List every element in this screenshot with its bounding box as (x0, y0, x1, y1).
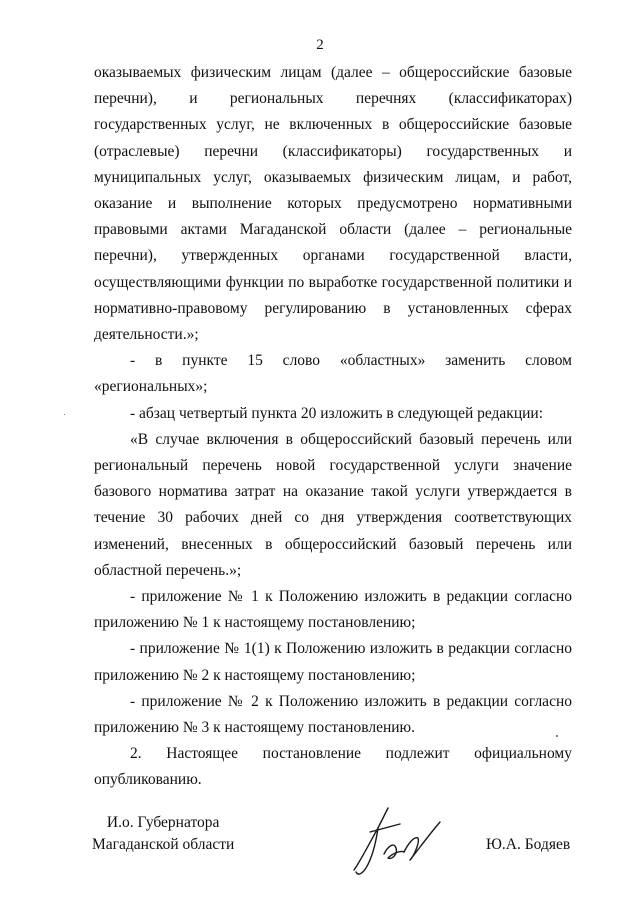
paragraph-appendix-1-1: - приложение № 1(1) к Положению изложить в редакции согласно приложению № 2 к настоящему постановлению; (94, 640, 572, 684)
paragraph-quote: «В случае включения в общероссийский базовый перечень или региональный перечень новой государственной услуги значение базового норматива затрат на оказание такой услуги утверждается в течение 30 рабочих дней со дня утверждения соответствующих изменений, внесенных в общероссийский базовый перечень или областной перечень.»; (94, 430, 572, 579)
scan-speck (64, 414, 65, 415)
signatory-name: Ю.А. Бодяев (486, 836, 571, 853)
document-body (94, 60, 572, 794)
page-number: 2 (316, 37, 324, 53)
paragraph-continuation: оказываемых физическим лицам (далее – общероссийские базовые перечни), и региональных перечнях (классификаторах) государственных услуг, не включенных в общероссийские базовые (отраслевые) перечни (классификаторы) государственных и муниципальных услуг, оказываемых физическим лицам, и работ, оказание и выполнение которых предусмотрено нормативными правовыми актами Магаданской области (далее – региональные перечни), утвержденных органами государственной власти, осуществляющими функции по выработке государственной политики и нормативно-правовому регулированию в установленных сферах деятельности.»; (94, 64, 572, 344)
signatory-title-line2: Магаданской области (92, 836, 235, 853)
handwritten-signature-icon (348, 802, 448, 882)
paragraph-item-15: - в пункте 15 слово «областных» заменить словом «региональных»; (94, 352, 572, 396)
signatory-title (92, 812, 234, 856)
paragraph-publication: 2. Настоящее постановление подлежит официальному опубликованию. (94, 745, 572, 789)
signatory-title-line1: И.о. Губернатора (106, 814, 220, 831)
paragraph-item-20: - абзац четвертый пункта 20 изложить в следующей редакции: (130, 404, 544, 422)
scan-speck (556, 735, 558, 737)
paragraph-appendix-1: - приложение № 1 к Положению изложить в редакции согласно приложению № 1 к настоящему постановлению; (94, 588, 572, 632)
paragraph-appendix-2: - приложение № 2 к Положению изложить в редакции согласно приложению № 3 к настоящему постановлению. (94, 692, 572, 737)
